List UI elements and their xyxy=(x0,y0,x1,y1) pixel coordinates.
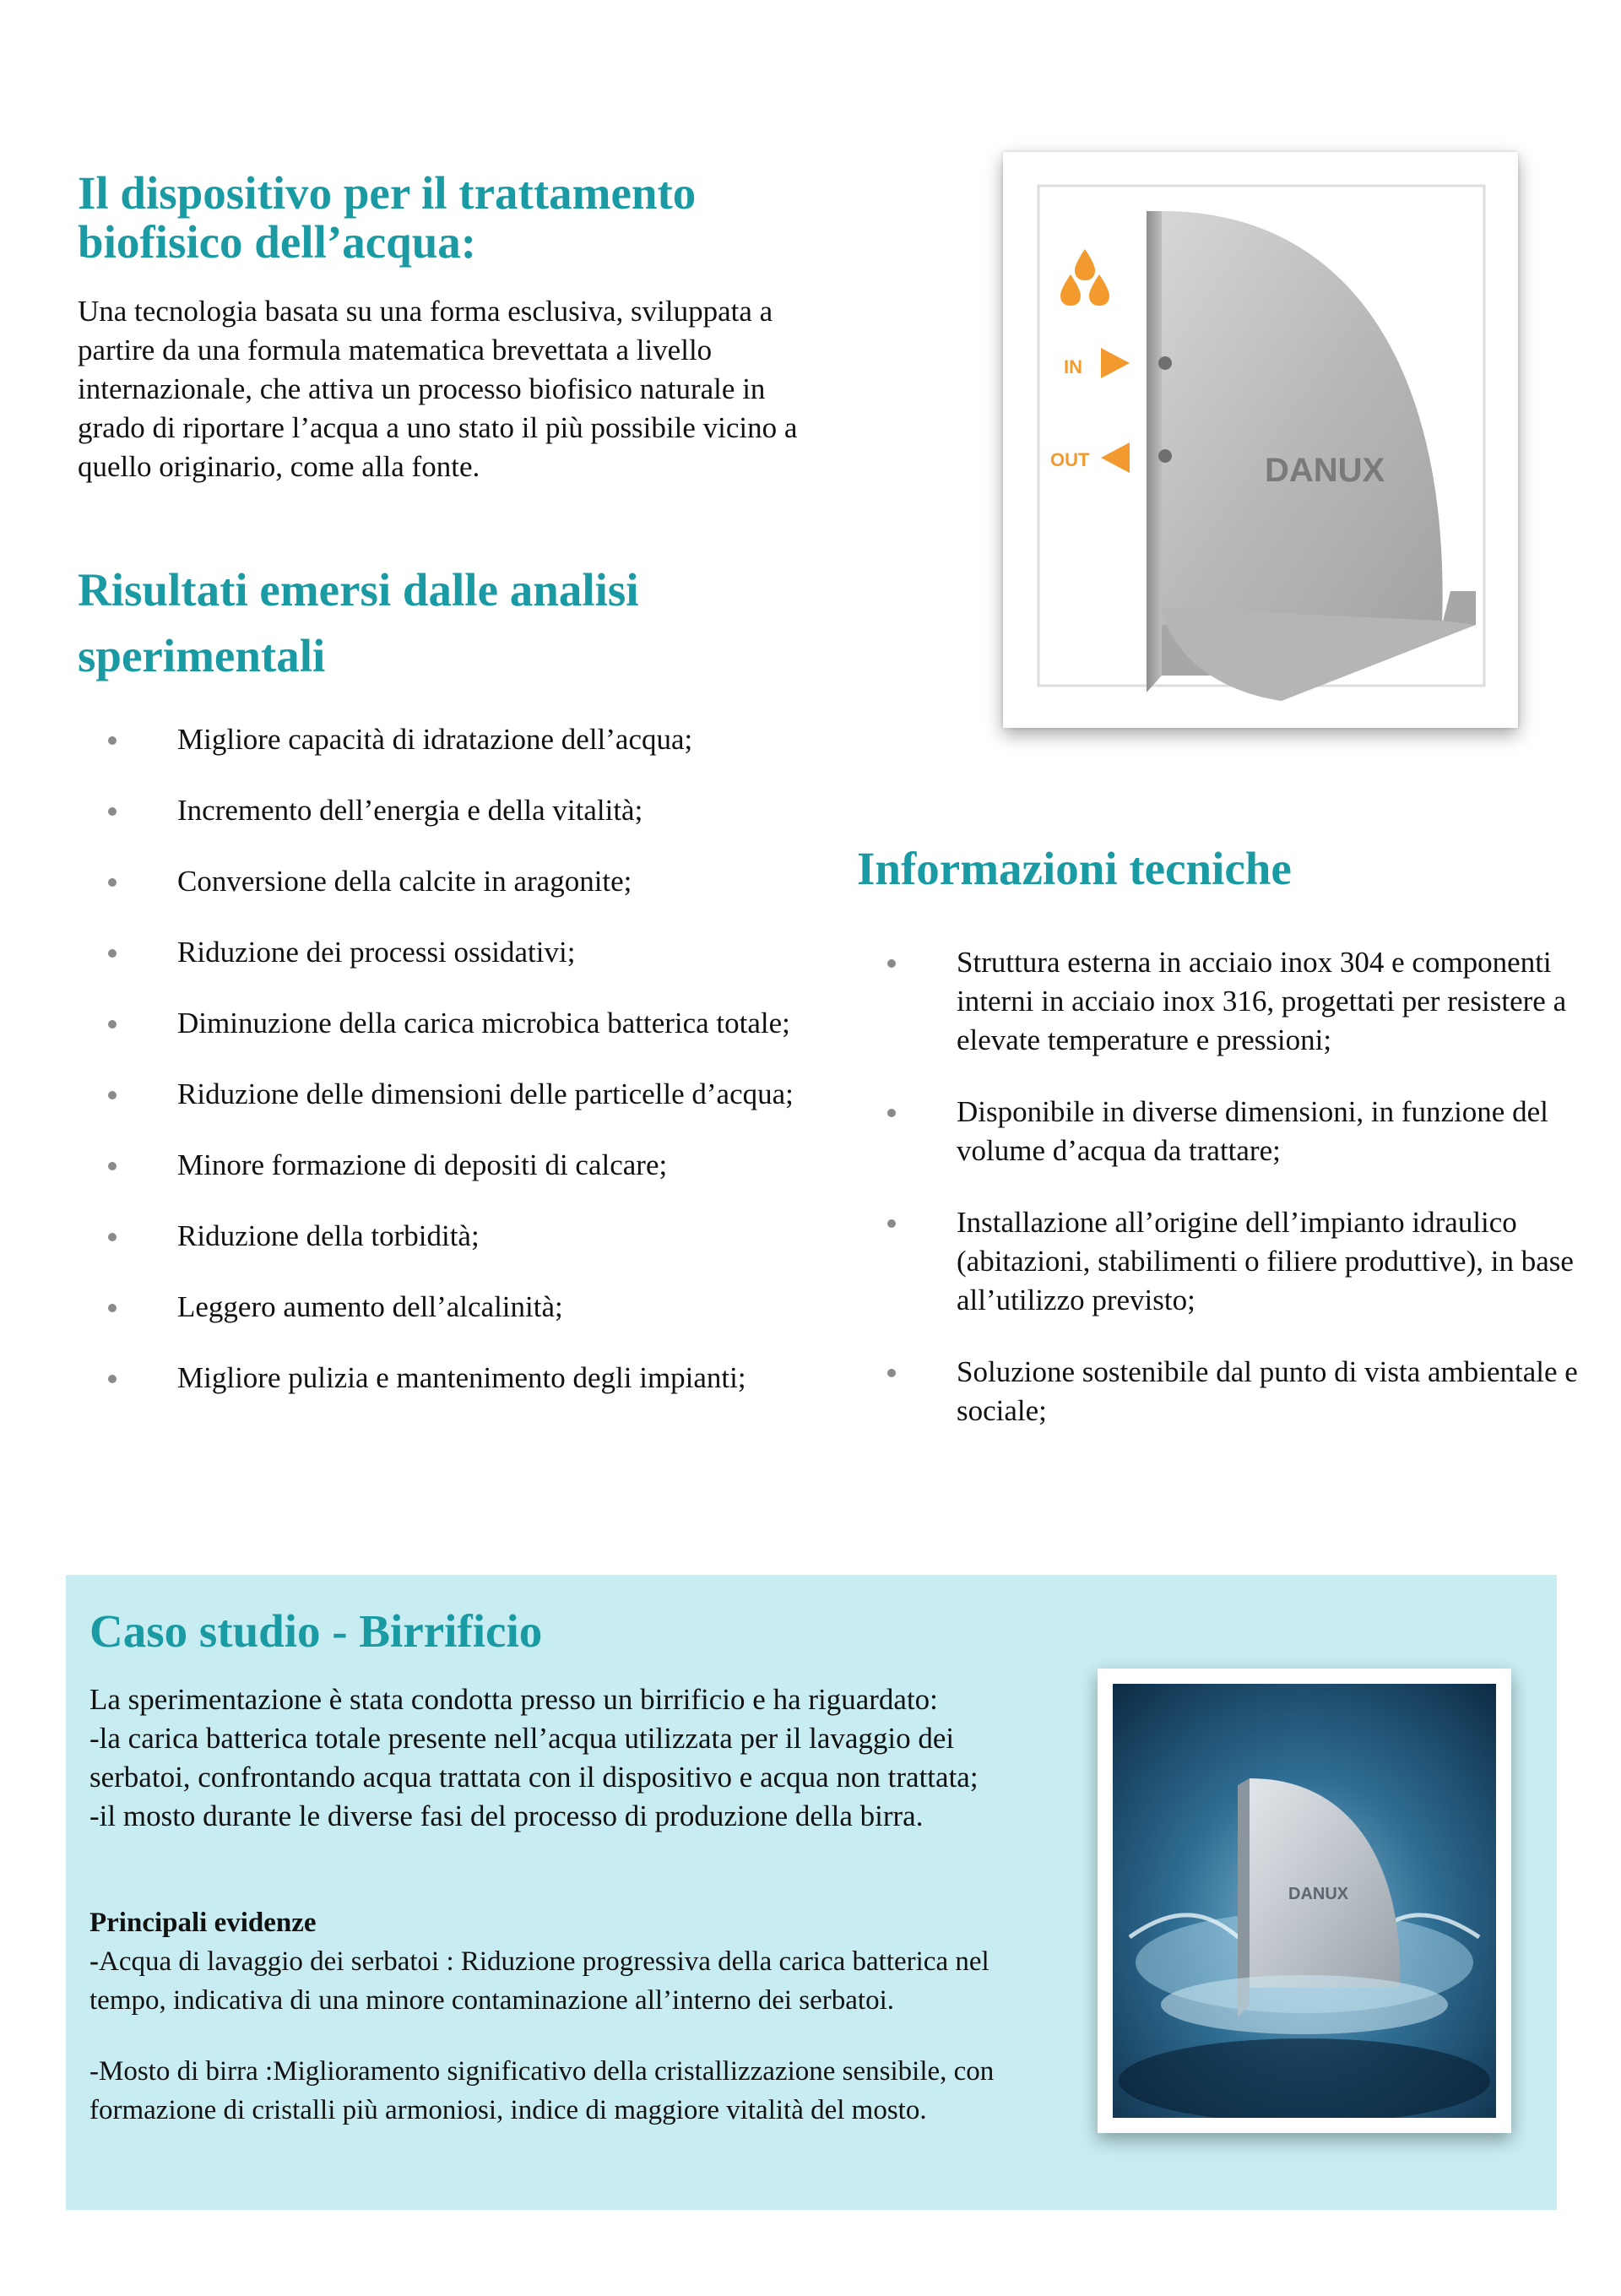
bullet-icon xyxy=(108,807,117,816)
bullet-icon xyxy=(108,1091,117,1099)
tech-title: Informazioni tecniche xyxy=(857,843,1292,894)
out-label: OUT xyxy=(1050,449,1090,470)
case-study-point-2: -il mosto durante le diverse fasi del processo di produzione della birra. xyxy=(89,1799,924,1832)
product-brand-label: DANUX xyxy=(1265,452,1385,489)
bullet-icon xyxy=(108,949,117,958)
list-item: Struttura esterna in acciaio inox 304 e componenti interni in acciaio inox 316, progettati per resistere a elevate temperature e pressioni; xyxy=(957,943,1598,1060)
evidence-2: -Mosto di birra :Miglioramento significativo della cristallizzazione sensibile, con formazione di cristalli più armoniosi, indice di maggiore vitalità del mosto. xyxy=(89,2056,995,2125)
bullet-icon xyxy=(887,1109,896,1117)
device-in-water-illustration xyxy=(1113,1684,1496,2118)
bullet-icon xyxy=(108,1020,117,1029)
list-item: Migliore pulizia e mantenimento degli impianti; xyxy=(177,1359,802,1398)
list-item: Minore formazione di depositi di calcare; xyxy=(177,1146,802,1185)
intro-paragraph: Una tecnologia basata su una forma esclusiva, sviluppata a partire da una formula matematica brevettata a livello internazionale, che attiva un processo biofisico naturale in grado di riportare l’acqua a uno stato il più possibile vicino a quello originario, come alla fonte. xyxy=(78,295,798,483)
bullet-icon xyxy=(108,1375,117,1383)
tech-list xyxy=(957,943,1598,1463)
case-study-photo xyxy=(1098,1669,1511,2133)
evidence-title: Principali evidenze xyxy=(89,1908,317,1938)
bullet-icon xyxy=(887,1369,896,1377)
list-item: Incremento dell’energia e della vitalità; xyxy=(177,791,802,830)
results-title: Risultati emersi dalle analisi sperimentali xyxy=(78,564,639,681)
intro-title: Il dispositivo per il trattamento biofisico dell’acqua: xyxy=(78,167,697,268)
list-item: Riduzione della torbidità; xyxy=(177,1217,802,1256)
list-item: Diminuzione della carica microbica batterica totale; xyxy=(177,1004,802,1043)
case-study-title: Caso studio - Birrificio xyxy=(89,1605,543,1657)
list-item: Migliore capacità di idratazione dell’acqua; xyxy=(177,720,802,759)
bullet-icon xyxy=(887,1219,896,1228)
bullet-icon xyxy=(108,736,117,745)
list-item: Installazione all’origine dell’impianto idraulico (abitazioni, stabilimenti o filiere produttive), in base all’utilizzo previsto; xyxy=(957,1203,1598,1320)
case-study-intro: La sperimentazione è stata condotta presso un birrificio e ha riguardato: xyxy=(89,1683,938,1716)
bullet-icon xyxy=(108,1233,117,1241)
evidence-1: -Acqua di lavaggio dei serbatoi : Riduzione progressiva della carica batterica nel tempo, indicativa di una minore contaminazione all’interno dei serbatoi. xyxy=(89,1946,989,2016)
danux-device-illustration xyxy=(1003,152,1518,728)
bullet-icon xyxy=(108,1304,117,1312)
photo-brand-label: DANUX xyxy=(1288,1885,1349,1903)
in-label: IN xyxy=(1064,356,1082,377)
bullet-icon xyxy=(887,959,896,968)
case-study-point-1: -la carica batterica totale presente nell’acqua utilizzata per il lavaggio dei serbatoi, confrontando acqua trattata con il dispositivo e acqua non trattata; xyxy=(89,1722,979,1794)
bullet-icon xyxy=(108,878,117,887)
case-study-text xyxy=(89,1680,1060,1836)
product-image xyxy=(1003,152,1518,728)
list-item: Riduzione dei processi ossidativi; xyxy=(177,933,802,972)
bullet-icon xyxy=(108,1162,117,1170)
list-item: Leggero aumento dell’alcalinità; xyxy=(177,1288,802,1327)
results-list xyxy=(177,720,802,1430)
list-item: Conversione della calcite in aragonite; xyxy=(177,862,802,901)
list-item: Riduzione delle dimensioni delle particelle d’acqua; xyxy=(177,1075,802,1114)
list-item: Disponibile in diverse dimensioni, in funzione del volume d’acqua da trattare; xyxy=(957,1093,1598,1170)
list-item: Soluzione sostenibile dal punto di vista ambientale e sociale; xyxy=(957,1353,1598,1430)
